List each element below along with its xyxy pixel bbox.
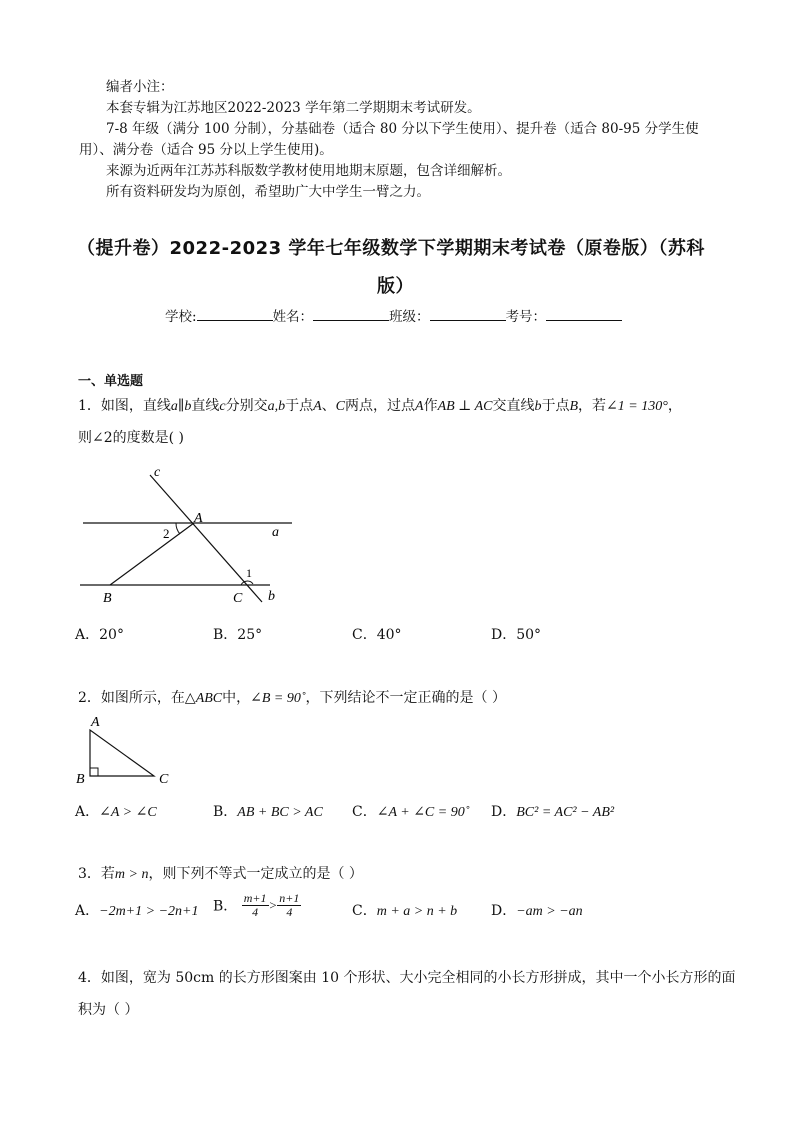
page-title: （提升卷）2022-2023 学年七年级数学下学期期末考试卷（原卷版）（苏科 xyxy=(77,238,705,259)
question-1-text xyxy=(78,395,682,415)
q3-option-b[interactable] xyxy=(213,892,301,919)
q1-text: 直线 xyxy=(191,398,220,414)
q1-text: 、 xyxy=(321,398,336,414)
q2-text: ，下列结论不一定正确的是（ ） xyxy=(305,690,506,706)
option-letter: B． xyxy=(213,898,238,915)
q2-text: 2．如图所示，在 xyxy=(78,690,185,706)
exam-no-label: 考号： xyxy=(505,309,547,325)
operator: > xyxy=(268,897,278,913)
label-A: A xyxy=(91,715,100,730)
option-letter: D． xyxy=(491,804,517,820)
option-text: 25° xyxy=(237,627,263,643)
editor-note-line: 用）、满分卷（适合 95 分以上学生使用)。 xyxy=(79,142,333,158)
fraction-denominator: 4 xyxy=(252,905,259,919)
q1-math: A xyxy=(313,399,322,414)
angle-2-arc xyxy=(176,523,180,534)
q1-option-b[interactable] xyxy=(213,624,262,644)
q2-option-d[interactable] xyxy=(491,801,614,821)
option-text: 40° xyxy=(376,627,402,643)
question-2-figure xyxy=(70,712,190,788)
editor-note-line: 来源为近两年江苏苏科版数学教材使用地期末原题，包含详细解析。 xyxy=(106,163,511,179)
q2-option-c[interactable] xyxy=(352,801,469,821)
q3-option-a[interactable] xyxy=(75,900,198,920)
q1-text: 作 xyxy=(423,398,438,414)
q2-option-a[interactable] xyxy=(75,801,157,821)
q3-math: m > n xyxy=(114,867,149,882)
question-4-text-line2: 积为（ ） xyxy=(78,1002,139,1018)
q1-math: ∠1 = 130° xyxy=(606,399,668,414)
fraction-numerator: m+1 xyxy=(243,891,267,905)
name-blank[interactable] xyxy=(313,306,389,321)
q3-option-d[interactable] xyxy=(491,900,583,920)
option-text: 20° xyxy=(99,627,124,643)
option-letter: D． xyxy=(491,627,517,643)
q1-math: a∥b xyxy=(170,399,192,414)
q1-math: a,b xyxy=(267,399,286,414)
q1-text: ， xyxy=(667,398,682,414)
label-c: c xyxy=(154,465,161,480)
fraction-denominator: 4 xyxy=(286,905,293,919)
q3-option-c[interactable] xyxy=(352,900,457,920)
q1-text: 于点 xyxy=(541,398,570,414)
triangle-abc xyxy=(90,730,154,776)
label-B: B xyxy=(103,591,112,606)
exam-no-blank[interactable] xyxy=(546,306,622,321)
option-text: ∠A + ∠C = 90˚ xyxy=(376,805,470,820)
option-letter: C． xyxy=(352,627,377,643)
option-text: AB + BC > AC xyxy=(237,805,323,820)
section-heading: 一、单选题 xyxy=(78,374,144,389)
q1-text: 两点，过点 xyxy=(345,398,416,414)
option-text: ∠A > ∠C xyxy=(99,805,157,820)
q1-math: AB ⊥ AC xyxy=(437,399,493,414)
school-label: 学校: xyxy=(165,309,197,325)
fraction xyxy=(242,892,269,919)
label-A: A xyxy=(194,511,203,526)
q2-text: 中， xyxy=(222,690,251,706)
q1-text: 于点 xyxy=(285,398,314,414)
q2-option-b[interactable] xyxy=(213,801,323,821)
name-label: 姓名： xyxy=(272,309,314,325)
label-angle-2: 2 xyxy=(163,526,170,541)
option-letter: D． xyxy=(491,903,517,919)
label-a: a xyxy=(272,525,279,540)
page-title-continued: 版） xyxy=(377,276,414,297)
option-text: −am > −an xyxy=(516,904,583,919)
q1-option-c[interactable] xyxy=(352,624,402,644)
student-info-row xyxy=(165,305,622,325)
fraction-numerator: n+1 xyxy=(279,891,300,905)
option-letter: A． xyxy=(75,804,100,820)
fraction xyxy=(277,892,301,919)
label-angle-1: 1 xyxy=(246,566,252,580)
school-blank[interactable] xyxy=(197,306,273,321)
q3-text: ，则下列不等式一定成立的是（ ） xyxy=(148,866,363,882)
q3-text: 3．若 xyxy=(78,866,115,882)
q1-text: 1．如图，直线 xyxy=(78,398,171,414)
q1-math: b xyxy=(534,399,542,414)
option-letter: B． xyxy=(213,804,238,820)
question-1-text-line2: 则∠2的度数是( ) xyxy=(78,430,185,446)
q1-text: 分别交 xyxy=(225,398,268,414)
q2-math: ∠B = 90˚ xyxy=(250,691,306,706)
label-b: b xyxy=(268,589,275,604)
option-letter: C． xyxy=(352,804,377,820)
option-letter: C． xyxy=(352,903,377,919)
option-letter: A． xyxy=(75,627,100,643)
editor-note-line: 本套专辑为江苏地区2022-2023 学年第二学期期末考试研发。 xyxy=(106,100,481,116)
right-angle-mark xyxy=(90,768,98,776)
label-C: C xyxy=(233,591,243,606)
q1-option-a[interactable] xyxy=(75,624,124,644)
question-2-text xyxy=(78,687,506,707)
class-label: 班级： xyxy=(389,309,430,325)
question-1-figure xyxy=(70,460,300,610)
option-text: −2m+1 > −2n+1 xyxy=(99,904,199,919)
class-blank[interactable] xyxy=(430,306,506,321)
editor-note-line: 所有资料研发均为原创，希望助广大中学生一臂之力。 xyxy=(106,184,430,200)
editor-note-heading: 编者小注： xyxy=(106,79,174,95)
q1-math: C xyxy=(335,399,346,414)
q1-option-d[interactable] xyxy=(491,624,541,644)
q1-math: B xyxy=(569,399,579,414)
option-text: m + a > n + b xyxy=(376,904,458,919)
q1-text: ，若 xyxy=(578,398,607,414)
q1-math: c xyxy=(219,399,226,414)
option-text: 50° xyxy=(516,627,542,643)
q2-math: △ABC xyxy=(184,691,223,706)
q1-math: A xyxy=(415,399,424,414)
label-B: B xyxy=(76,772,85,787)
segment-ab xyxy=(110,523,194,585)
editor-note-line: 7-8 年级（满分 100 分制），分基础卷（适合 80 分以下学生使用）、提升卷（适合 80-95 分学生使 xyxy=(106,121,699,137)
label-C: C xyxy=(159,772,169,787)
option-letter: B． xyxy=(213,627,238,643)
question-4-text: 4．如图，宽为 50cm 的长方形图案由 10 个形状、大小完全相同的小长方形拼成，其中一个小长方形的面 xyxy=(78,970,736,986)
option-text: BC² = AC² − AB² xyxy=(516,805,615,820)
question-3-text xyxy=(78,863,363,883)
option-letter: A． xyxy=(75,903,100,919)
q1-text: 交直线 xyxy=(492,398,535,414)
